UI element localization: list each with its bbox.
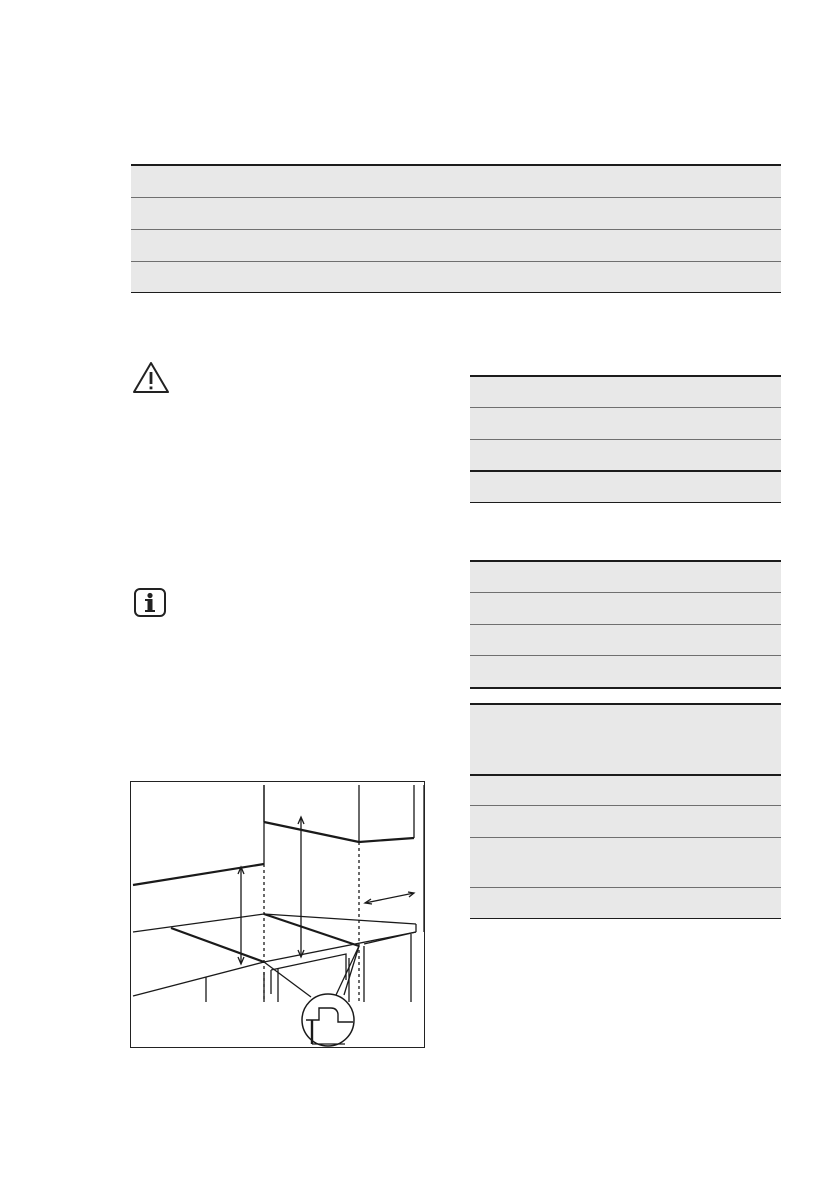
table-row [470, 624, 781, 655]
table-row [131, 197, 781, 229]
table-row [470, 560, 781, 592]
table-row [131, 164, 781, 197]
right-table-b [470, 560, 781, 919]
table-bottom-rule [470, 918, 781, 919]
right-table-a [470, 375, 781, 503]
installation-drawing [131, 782, 424, 1047]
table-row [470, 837, 781, 887]
table-row [131, 229, 781, 261]
table-row [470, 655, 781, 687]
table-bottom-rule [470, 502, 781, 503]
table-row [470, 407, 781, 439]
table-gap [470, 687, 781, 703]
table-row [470, 439, 781, 470]
table-bottom-rule [131, 292, 781, 293]
table-row [470, 470, 781, 502]
table-row [470, 887, 781, 918]
table-row [470, 774, 781, 805]
info-icon [133, 587, 169, 619]
table-row [470, 375, 781, 407]
table-row [470, 805, 781, 837]
top-table [131, 164, 781, 293]
table-row [131, 261, 781, 292]
table-row [470, 592, 781, 624]
table-row [470, 703, 781, 774]
warning-triangle-icon [131, 361, 171, 391]
installation-figure [130, 781, 425, 1048]
